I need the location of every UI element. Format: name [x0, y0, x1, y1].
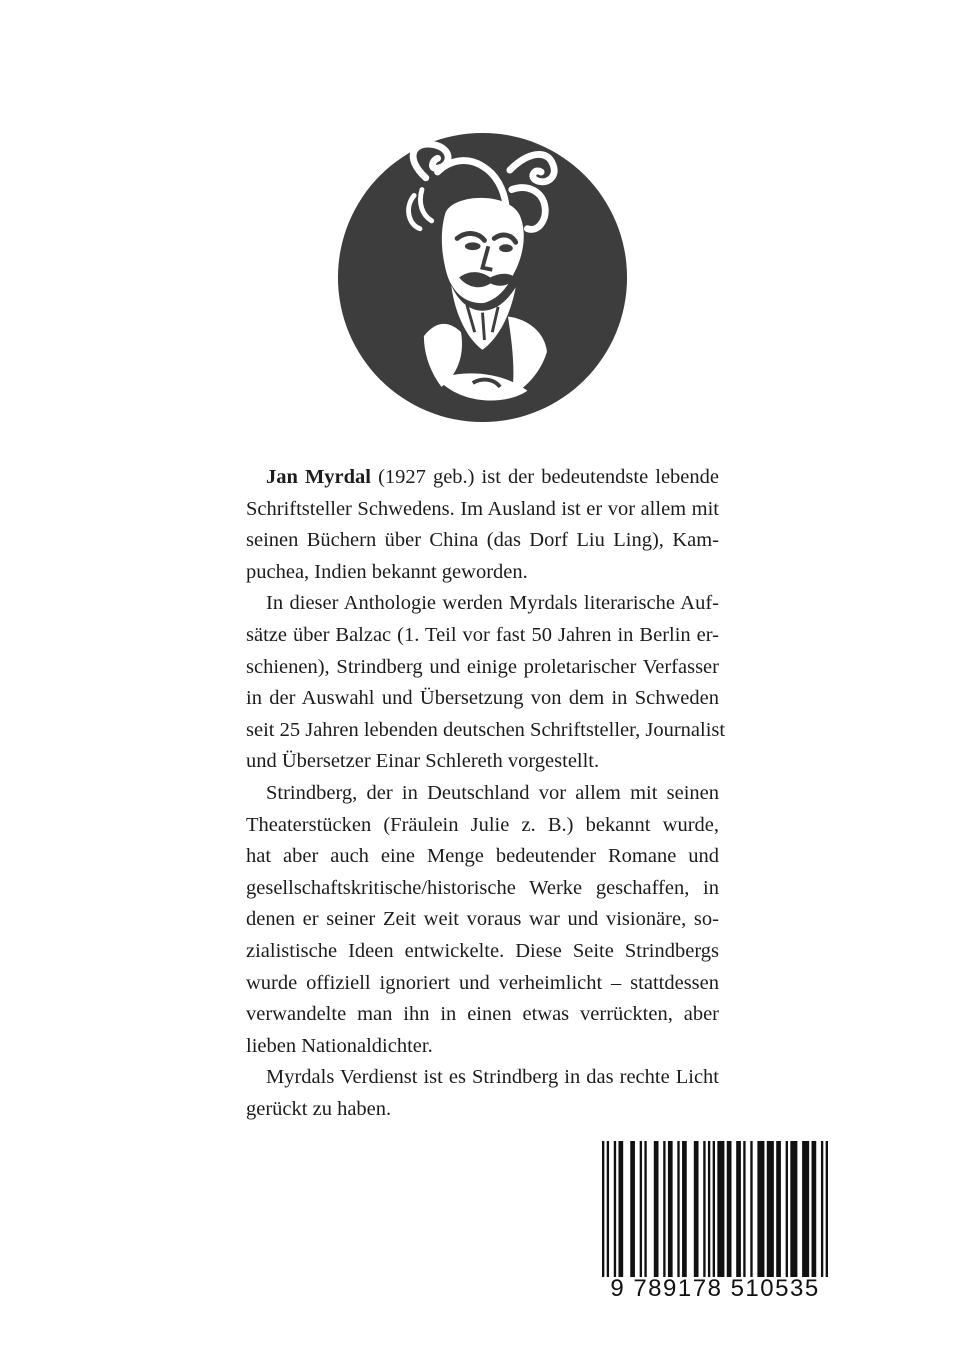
barcode-bar: [727, 1141, 732, 1277]
barcode-bar: [821, 1141, 823, 1277]
text-line: Schriftsteller Schwedens. Im Ausland ist er vor allem mit: [246, 497, 719, 520]
barcode-bar: [614, 1141, 616, 1277]
barcode-bar: [640, 1141, 642, 1277]
barcode-bar: [776, 1141, 781, 1277]
paragraph-merit: [246, 1062, 719, 1125]
barcode-bar: [767, 1141, 774, 1277]
barcode-bar: [757, 1141, 764, 1277]
barcode-bar: [743, 1141, 745, 1277]
barcode-bar: [703, 1141, 705, 1277]
text-line: gesellschaftskritische/historische Werke geschaffen, in: [246, 876, 719, 899]
text-line: sätze über Balzac (1. Teil vor fast 50 Jahren in Berlin er-: [246, 623, 719, 646]
text-line: zialistische Ideen entwickelte. Diese Seite Strindbergs: [246, 939, 719, 962]
barcode-bar: [790, 1141, 797, 1277]
barcode-bar: [708, 1141, 710, 1277]
text-line: Theaterstücken (Fräulein Julie z. B.) bekannt wurde,: [246, 813, 719, 836]
text-line: schienen), Strindberg und einige proletarischer Verfasser: [246, 655, 719, 678]
barcode-bars: [602, 1141, 828, 1277]
text-line: In dieser Anthologie werden Myrdals literarische Auf-: [266, 592, 719, 615]
text-line: Myrdals Verdienst ist es Strindberg in das rechte Licht: [266, 1066, 719, 1089]
barcode-bar: [694, 1141, 699, 1277]
barcode-bar: [812, 1141, 817, 1277]
barcode-bar: [826, 1141, 828, 1277]
barcode-bar: [654, 1141, 659, 1277]
text-line: seinen Büchern über China (das Dorf Liu Ling), Kam-: [246, 529, 719, 552]
paragraph-anthology: [246, 588, 726, 778]
text-line: und Übersetzer Einar Schlereth vorgestellt.: [246, 750, 600, 773]
barcode-bar: [644, 1141, 646, 1277]
barcode-bar: [736, 1141, 741, 1277]
barcode-bar: [682, 1141, 687, 1277]
portrait-illustration: [336, 131, 629, 424]
text-line: Jan Myrdal (1927 geb.) ist der bedeutendste lebende: [266, 466, 719, 488]
text-line: Strindberg, der in Deutschland vor allem mit seinen: [266, 781, 719, 804]
barcode-bar: [717, 1141, 724, 1277]
text-line: verwandelte man ihn in einen etwas verrückten, aber: [246, 1003, 719, 1026]
barcode-bar: [663, 1141, 665, 1277]
barcode-bar: [602, 1141, 604, 1277]
author-name: Jan Myrdal: [266, 466, 371, 488]
description-text: [246, 462, 726, 1125]
paragraph-author-intro: [246, 462, 719, 588]
barcode-bar: [750, 1141, 752, 1277]
isbn-barcode: [602, 1141, 828, 1305]
barcode-bar: [607, 1141, 609, 1277]
barcode-bar: [668, 1141, 673, 1277]
text-line: denen er seiner Zeit weit voraus war und visionäre, so-: [246, 908, 719, 931]
barcode-bar: [802, 1141, 809, 1277]
barcode-bar: [618, 1141, 623, 1277]
text-line: seit 25 Jahren lebenden deutschen Schriftsteller, Journalist: [246, 718, 726, 741]
barcode-bar: [630, 1141, 635, 1277]
barcode-bar: [677, 1141, 679, 1277]
text-line: lieben Nationaldichter.: [246, 1034, 433, 1057]
text-line: wurde offiziell ignoriert und verheimlicht – stattdessen: [246, 971, 719, 994]
barcode-bar: [786, 1141, 788, 1277]
text-line: gerückt zu haben.: [246, 1097, 392, 1120]
barcode-bar: [713, 1141, 715, 1277]
author-portrait: [336, 131, 629, 424]
text-line: in der Auswahl und Übersetzung von dem in Schweden: [246, 687, 719, 710]
text-line: puchea, Indien bekannt geworden.: [246, 560, 528, 583]
paragraph-strindberg: [246, 778, 719, 1062]
text-line: hat aber auch eine Menge bedeutender Romane und: [246, 845, 719, 868]
isbn-number: 9 789178 510535: [610, 1275, 820, 1302]
